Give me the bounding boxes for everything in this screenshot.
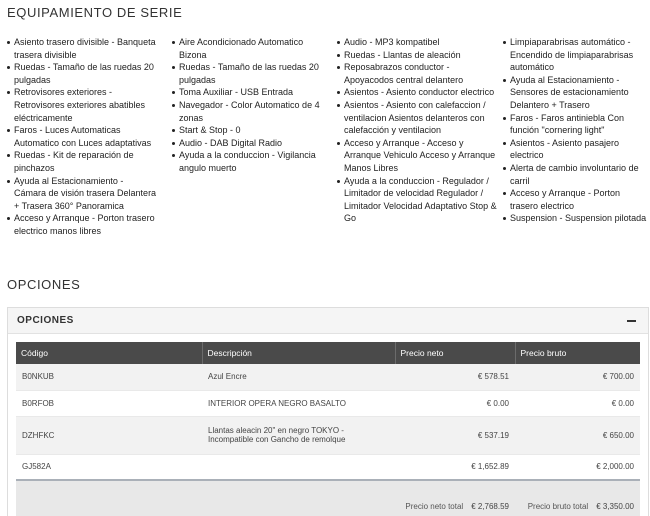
cell-code: DZHFKC — [22, 430, 55, 440]
equipment-item: Asientos - Asiento pasajero electrico — [503, 137, 648, 162]
equipment-title: EQUIPAMIENTO DE SERIE — [7, 5, 183, 20]
cell-description — [202, 454, 395, 480]
equipment-item: Acceso y Arranque - Porton trasero electrico — [503, 187, 648, 212]
cell-net-price: € 1,652.89 — [471, 462, 509, 472]
column-header-code: Código — [16, 342, 202, 364]
options-table — [16, 342, 640, 516]
equipment-item: Audio - DAB Digital Radio — [172, 137, 322, 150]
net-total-value: € 2,768.59 — [471, 502, 509, 511]
equipment-item: Asiento trasero divisible - Banqueta trasera divisible — [7, 36, 157, 61]
cell-net-price: € 0.00 — [486, 398, 509, 408]
equipment-column-1 — [7, 36, 157, 238]
equipment-item: Navegador - Color Automatico de 4 zonas — [172, 99, 322, 124]
column-header-description: Descripción — [202, 342, 395, 364]
gross-total-value: € 3,350.00 — [596, 502, 634, 511]
equipment-item: Limpiaparabrisas automático - Encendido de limpiaparabrisas automático — [503, 36, 648, 74]
equipment-item: Aire Acondicionado Automatico Bizona — [172, 36, 322, 61]
equipment-item: Asientos - Asiento conductor electrico — [337, 86, 497, 99]
totals-row — [16, 480, 640, 516]
gross-total — [515, 480, 640, 516]
cell-description: INTERIOR OPERA NEGRO BASALTO — [208, 398, 346, 408]
cell-description: Azul Encre — [208, 372, 247, 382]
equipment-item: Retrovisores exteriores - Retrovisores exteriores abatibles eléctricamente — [7, 86, 157, 124]
cell-net-price: € 537.19 — [477, 430, 509, 440]
table-row — [16, 416, 640, 454]
equipment-item: Ruedas - Llantas de aleación — [337, 49, 497, 62]
equipment-item: Faros - Faros antiniebla Con función "cornering light" — [503, 112, 648, 137]
cell-description: Llantas aleacin 20" en negro TOKYO - Incompatible con Gancho de remolque — [208, 426, 346, 444]
equipment-list — [7, 36, 647, 266]
column-header-gross-price: Precio bruto — [515, 342, 640, 364]
equipment-column-2 — [172, 36, 322, 175]
options-panel-header[interactable] — [8, 308, 648, 334]
equipment-item: Ayuda a la conduccion - Vigilancia angulo muerto — [172, 149, 322, 174]
equipment-item: Asientos - Asiento con calefaccion / ventilacion Asientos delanteros con calefacción y ventilacion — [337, 99, 497, 137]
equipment-item: Ruedas - Tamaño de las ruedas 20 pulgadas — [172, 61, 322, 86]
equipment-column-3 — [337, 36, 497, 225]
equipment-column-4 — [503, 36, 648, 225]
cell-code: B0RFOB — [22, 398, 55, 408]
equipment-item: Alerta de cambio involuntario de carril — [503, 162, 648, 187]
cell-gross-price: € 700.00 — [602, 372, 634, 382]
equipment-item: Reposabrazos conductor - Apoyacodos central delantero — [337, 61, 497, 86]
collapse-minus-icon[interactable] — [627, 320, 636, 322]
equipment-item: Faros - Luces Automaticas Automatico con Luces adaptativas — [7, 124, 157, 149]
cell-code: GJ582A — [22, 462, 51, 472]
net-total-label: Precio neto total — [405, 502, 464, 511]
equipment-item: Ayuda a la conduccion - Regulador / Limitador de velocidad Regulador / Limitador Velocidad Adaptativo Stop & Go — [337, 175, 497, 225]
equipment-item: Ruedas - Tamaño de las ruedas 20 pulgadas — [7, 61, 157, 86]
gross-total-label: Precio bruto total — [527, 502, 589, 511]
cell-gross-price: € 2,000.00 — [596, 462, 634, 472]
cell-gross-price: € 0.00 — [611, 398, 634, 408]
equipment-item: Acceso y Arranque - Porton trasero electrico manos libres — [7, 212, 157, 237]
equipment-item: Suspension - Suspension pilotada — [503, 212, 648, 225]
equipment-item: Toma Auxiliar - USB Entrada — [172, 86, 322, 99]
equipment-item: Audio - MP3 kompatibel — [337, 36, 497, 49]
cell-code: B0NKUB — [22, 372, 55, 382]
equipment-item: Ayuda al Estacionamiento - Cámara de visión trasera Delantera + Trasera 360° Panoramica — [7, 175, 157, 213]
column-header-net-price: Precio neto — [395, 342, 515, 364]
options-heading: OPCIONES — [7, 277, 81, 292]
equipment-item: Ruedas - Kit de reparación de pinchazos — [7, 149, 157, 174]
equipment-item: Acceso y Arranque - Acceso y Arranque Vehiculo Acceso y Arranque Manos Libres — [337, 137, 497, 175]
options-panel — [7, 307, 649, 516]
table-header-row — [16, 342, 640, 364]
options-panel-title: OPCIONES — [17, 315, 74, 326]
equipment-item: Ayuda al Estacionamiento - Sensores de estacionamiento Delantero + Trasero — [503, 74, 648, 112]
equipment-item: Start & Stop - 0 — [172, 124, 322, 137]
cell-gross-price: € 650.00 — [602, 430, 634, 440]
table-row — [16, 390, 640, 416]
table-row — [16, 364, 640, 390]
cell-net-price: € 578.51 — [477, 372, 509, 382]
table-row — [16, 454, 640, 480]
net-total — [395, 480, 515, 516]
